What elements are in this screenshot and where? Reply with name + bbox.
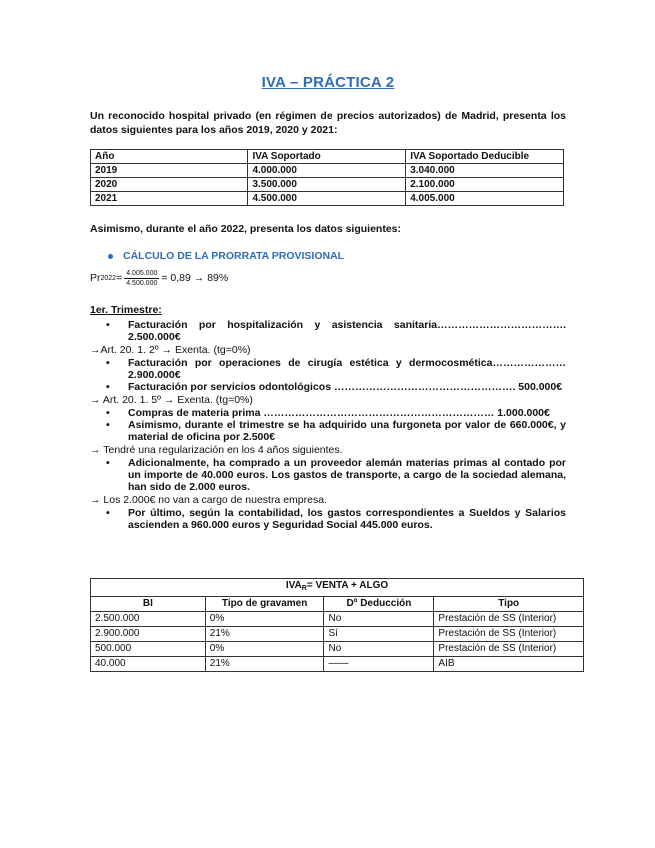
list-item	[106, 357, 566, 381]
section-heading	[108, 250, 566, 262]
table2-row	[91, 627, 584, 642]
formula-denominator: 4.500.000	[126, 279, 158, 287]
table2-cell: 0%	[205, 612, 324, 627]
table2-title-main: IVA	[285, 580, 302, 591]
table2-cell: No	[324, 612, 434, 627]
document-page	[90, 72, 566, 531]
iva-repercutido-table	[90, 578, 584, 672]
table2-cell: 2.500.000	[91, 612, 206, 627]
table1-row	[91, 164, 564, 178]
table2-title-rest: = VENTA + ALGO	[306, 580, 389, 591]
table2-header-row	[91, 597, 584, 612]
list-item-text: Por último, según la contabilidad, los gastos correspondientes a Sueldos y Salarios ascienden a 960.000 euros y Seguridad Social 445.000 euros.	[128, 507, 566, 531]
list-item	[106, 507, 566, 531]
table2-title-sub: R	[301, 585, 307, 592]
table2-cell: Prestación de SS (Interior)	[434, 642, 584, 657]
list-item	[106, 381, 566, 393]
iva-repercutido-table-wrapper	[90, 578, 585, 672]
bullet-icon: •	[106, 419, 110, 431]
trimestre-heading: 1er. Trimestre:	[90, 304, 162, 316]
formula-fraction	[124, 269, 159, 288]
table2-cell: Dº Deducción	[324, 597, 434, 612]
bullet-dot-icon	[108, 254, 113, 259]
list-item	[106, 457, 566, 493]
list-item-text: Compras de materia prima ………………………………………………………… 1.000.000€	[128, 407, 550, 419]
list-item-text: Facturación por servicios odontológicos ……………………………………………. 500.000€	[128, 381, 563, 393]
note-line: →Art. 20. 1. 2º → Exenta. (tg=0%)	[90, 344, 251, 356]
items-list	[90, 319, 566, 531]
table2-cell: 40.000	[91, 657, 206, 672]
iva-years-table	[90, 149, 564, 206]
list-item-text: Asimismo, durante el trimestre se ha adquirido una furgoneta por valor de 660.000€, y material de oficina por 2.500€	[128, 419, 566, 443]
table2-row	[91, 657, 584, 672]
table2-cell: Tipo	[434, 597, 584, 612]
table2-cell: Tipo de gravamen	[205, 597, 324, 612]
prorrata-formula	[90, 265, 566, 291]
asimismo-paragraph: Asimismo, durante el año 2022, presenta los datos siguientes:	[90, 223, 402, 235]
formula-pr: Pr	[90, 272, 101, 284]
bullet-icon: •	[106, 381, 110, 393]
list-item-text: Facturación por hospitalización y asistencia sanitaria………………………………. 2.500.000€	[128, 319, 566, 343]
table2-title	[91, 579, 584, 597]
table1-cell: 2.100.000	[406, 178, 564, 192]
formula-numerator: 4.005.000	[126, 269, 158, 277]
formula-eq: =	[116, 272, 123, 284]
table1-cell: 4.005.000	[406, 192, 564, 206]
table2-cell: Sí	[324, 627, 434, 642]
table1-cell: Año	[91, 150, 248, 164]
note-line: → Tendré una regularización en los 4 años siguientes.	[90, 444, 343, 456]
bullet-icon: •	[106, 457, 110, 469]
table2-row	[91, 612, 584, 627]
table1-cell: IVA Soportado Deducible	[406, 150, 564, 164]
note-line: → Art. 20. 1. 5º → Exenta. (tg=0%)	[90, 394, 253, 406]
table2-cell: 0%	[205, 642, 324, 657]
table2-cell: Prestación de SS (Interior)	[434, 627, 584, 642]
section-heading-text: CÁLCULO DE LA PRORRATA PROVISIONAL	[123, 250, 345, 262]
table2-cell: 500.000	[91, 642, 206, 657]
intro-paragraph: Un reconocido hospital privado (en régimen de precios autorizados) de Madrid, presenta los datos siguientes para los años 2019, 2020 y 2021:	[90, 110, 566, 136]
list-item-text: Adicionalmente, ha comprado a un proveedor alemán materias primas al contado por un importe de 40.000 euros. Los gastos de transporte, a cargo de la sociedad alemana, han sido de 2.000 euros.	[128, 457, 566, 493]
list-item-text: Facturación por operaciones de cirugía estética y dermocosmética………………… 2.900.000€	[128, 357, 566, 381]
bullet-icon: •	[106, 507, 110, 519]
table1-cell: 3.500.000	[248, 178, 406, 192]
table2-cell: BI	[91, 597, 206, 612]
list-item	[106, 419, 566, 443]
table1-cell: 2019	[91, 164, 248, 178]
table1-cell: IVA Soportado	[248, 150, 406, 164]
table1-cell: 4.500.000	[248, 192, 406, 206]
bullet-icon: •	[106, 357, 110, 369]
list-item	[106, 319, 566, 343]
formula-subscript: 2022	[100, 274, 117, 282]
table1-cell: 3.040.000	[406, 164, 564, 178]
table2-row	[91, 642, 584, 657]
list-item	[106, 407, 566, 419]
table2-cell: 2.900.000	[91, 627, 206, 642]
formula-result: = 0,89 → 89%	[161, 272, 229, 284]
table2-cell: ——	[324, 657, 434, 672]
table1-row	[91, 178, 564, 192]
table2-cell: Prestación de SS (Interior)	[434, 612, 584, 627]
table1-cell: 4.000.000	[248, 164, 406, 178]
table2-cell: 21%	[205, 627, 324, 642]
table2-cell: 21%	[205, 657, 324, 672]
table2-cell: AIB	[434, 657, 584, 672]
note-line: → Los 2.000€ no van a cargo de nuestra empresa.	[90, 494, 327, 506]
table2-cell: No	[324, 642, 434, 657]
bullet-icon: •	[106, 407, 110, 419]
page-title: IVA – PRÁCTICA 2	[261, 74, 395, 91]
bullet-icon: •	[106, 319, 110, 331]
table1-row	[91, 192, 564, 206]
table1-cell: 2020	[91, 178, 248, 192]
table1-header-row	[91, 150, 564, 164]
table1-cell: 2021	[91, 192, 248, 206]
